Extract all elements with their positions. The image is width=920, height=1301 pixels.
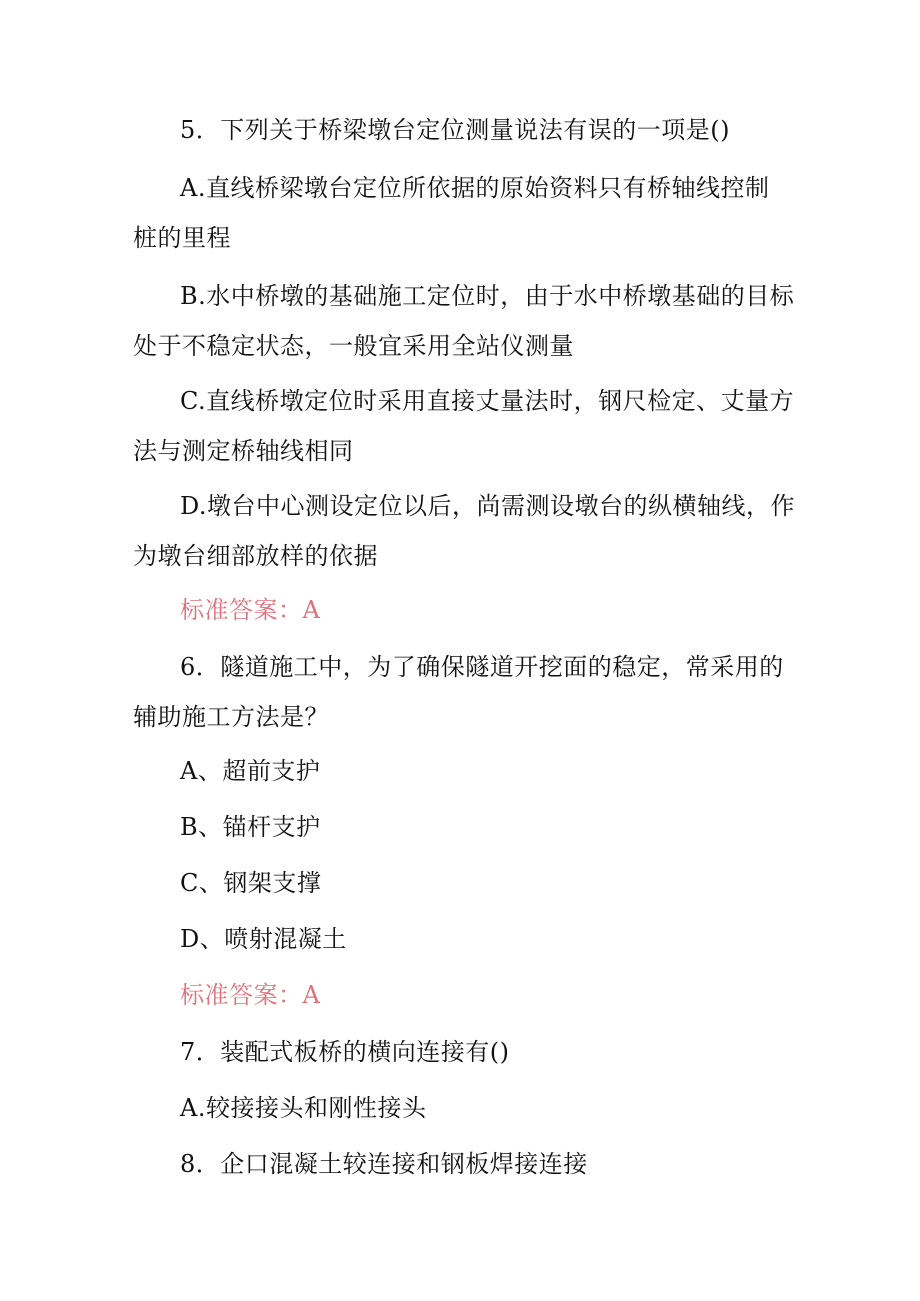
question-5-option-c-line-2: 法与测定桥轴线相同 (133, 437, 354, 465)
question-5-option-a-line-2: 桩的里程 (133, 224, 231, 252)
question-8-stem: 8．企口混凝土较连接和钢板焊接连接 (180, 1150, 588, 1178)
question-5-option-b-line-1: B.水中桥墩的基础施工定位时，由于水中桥墩基础的目标 (180, 282, 795, 310)
question-5-option-b-line-2: 处于不稳定状态，一般宜采用全站仪测量 (133, 332, 574, 360)
question-6-option-c: C、钢架支撑 (180, 869, 322, 897)
question-5-option-d-line-1: D.墩台中心测设定位以后，尚需测设墩台的纵横轴线，作 (180, 492, 796, 520)
question-6-stem-line-2: 辅助施工方法是？ (133, 703, 329, 731)
question-6-stem-line-1: 6．隧道施工中，为了确保隧道开挖面的稳定，常采用的 (180, 653, 784, 681)
question-5-stem: 5．下列关于桥梁墩台定位测量说法有误的一项是() (180, 116, 730, 144)
question-5-option-d-line-2: 为墩台细部放样的依据 (133, 542, 378, 570)
question-6-option-d: D、喷射混凝土 (180, 925, 347, 953)
question-5-answer: 标准答案：A (180, 596, 321, 624)
question-7-option-a: A.较接接头和刚性接头 (180, 1094, 427, 1122)
question-5-option-c-line-1: C.直线桥墩定位时采用直接丈量法时，钢尺检定、丈量方 (180, 387, 795, 415)
question-7-stem: 7．装配式板桥的横向连接有() (180, 1038, 510, 1066)
question-5-option-a-line-1: A.直线桥梁墩台定位所依据的原始资料只有桥轴线控制 (180, 174, 770, 202)
question-6-option-b: B、锚杆支护 (180, 813, 321, 841)
question-6-answer: 标准答案：A (180, 981, 321, 1009)
question-6-option-a: A、超前支护 (180, 757, 321, 785)
